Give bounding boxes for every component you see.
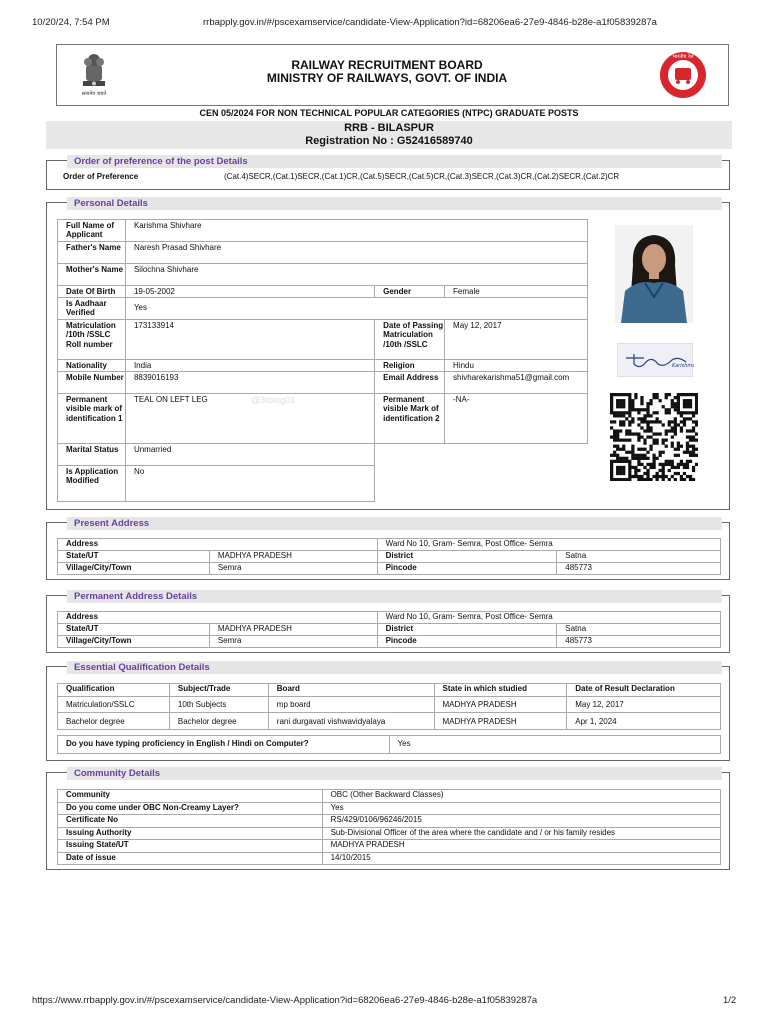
religion-value: Hindu [445,360,588,372]
signature-icon [618,344,694,378]
email-label: Email Address [375,372,445,394]
qualification-cell: MADHYA PRADESH [434,697,567,713]
qualification-header: Board [268,684,434,697]
marital-status-value: Unmarried [125,444,374,466]
qualification-header: Date of Result Declaration [567,684,721,697]
applicant-signature [617,343,693,377]
full-name-value: Karishma Shivhare [125,220,587,242]
community-label: Certificate No [58,815,323,828]
permanent-district-value: Satna [557,624,721,636]
community-label: Issuing State/UT [58,840,323,853]
mobile-value: 8839016193 [125,372,374,394]
qualification-cell: mp board [268,697,434,713]
present-village-value: Semra [209,563,377,575]
signature-text: Karishma [672,363,694,369]
marital-status-label: Marital Status [58,444,126,466]
nationality-value: India [125,360,374,372]
permanent-address-section [46,591,730,653]
permanent-village-label: Village/City/Town [58,636,210,648]
permanent-address-value: Ward No 10, Gram- Semra, Post Office- Semra [377,612,720,624]
typing-label: Do you have typing proficiency in English / Hindi on Computer? [58,736,390,754]
mother-name-label: Mother's Name [58,264,126,286]
table-row [58,852,721,865]
personal-details-section [46,198,730,510]
qualification-cell: Bachelor degree [58,713,170,730]
mark2-value: -NA- [445,394,588,444]
table-row [58,815,721,828]
qualification-title: Essential Qualification Details [67,661,722,674]
present-address-label: Address [58,539,378,551]
qualification-header-row [58,684,721,697]
indian-railways-logo-icon [658,50,708,100]
qualification-cell: 10th Subjects [169,697,268,713]
father-name-value: Naresh Prasad Shivhare [125,242,587,264]
present-district-value: Satna [557,551,721,563]
permanent-state-label: State/UT [58,624,210,636]
roll-number-label: Matriculation /10th /SSLC Roll number [58,320,126,360]
community-label: Date of issue [58,852,323,865]
dob-label: Date Of Birth [58,286,126,298]
registration-number: Registration No : G52416589740 [305,135,473,147]
mother-name-value: Silochna Shivhare [125,264,587,286]
community-value: MADHYA PRADESH [322,840,720,853]
rrb-name: RRB - BILASPUR [344,122,434,134]
board-title-line1: RAILWAY RECRUITMENT BOARD [291,58,483,72]
community-label: Community [58,790,323,803]
full-name-label: Full Name of Applicant [58,220,126,242]
nationality-label: Nationality [58,360,126,372]
community-section [46,768,730,870]
present-pincode-label: Pincode [377,563,557,575]
logo-text: भारतीय रेल [672,54,694,60]
qualification-table [57,683,721,730]
dob-value: 19-05-2002 [125,286,374,298]
qualification-cell: Apr 1, 2024 [567,713,721,730]
present-state-label: State/UT [58,551,210,563]
aadhaar-value: Yes [125,298,587,320]
table-row [58,790,721,803]
community-value: RS/429/0106/96246/2015 [322,815,720,828]
preference-label: Order of Preference [63,172,139,181]
present-address-table [57,538,721,575]
permanent-district-label: District [377,624,557,636]
table-row [58,827,721,840]
roll-number-value: 173133914 [125,320,374,360]
mark1-text: TEAL ON LEFT LEG [133,395,208,404]
community-value: OBC (Other Backward Classes) [322,790,720,803]
preference-section [46,156,730,190]
religion-label: Religion [375,360,445,372]
community-value: Yes [322,802,720,815]
board-title-line2: MINISTRY OF RAILWAYS, GOVT. OF INDIA [266,71,508,85]
qualification-section [46,662,730,761]
community-label: Do you come under OBC Non-Creamy Layer? [58,802,323,815]
qualification-cell: May 12, 2017 [567,697,721,713]
preference-value: (Cat.4)SECR,(Cat.1)SECR,(Cat.1)CR,(Cat.5)SECR,(Cat.5)CR,(Cat.3)SECR,(Cat.3)CR,(Cat.2)SECR,(Cat.2)CR [224,172,620,181]
applicant-photo [615,225,693,323]
qualification-cell: Matriculation/SSLC [58,697,170,713]
board-header [56,44,729,106]
qr-code-icon [610,393,698,481]
present-address-title: Present Address [67,517,722,530]
mark2-label: Permanent visible Mark of identification 2 [375,394,445,444]
present-district-label: District [377,551,557,563]
present-state-value: MADHYA PRADESH [209,551,377,563]
permanent-address-table [57,611,721,648]
aadhaar-label: Is Aadhaar Verified [58,298,126,320]
table-row [58,697,721,713]
application-modified-value: No [125,466,374,502]
permanent-village-value: Semra [209,636,377,648]
mark1-label: Permanent visible mark of identification 1 [58,394,126,444]
permanent-state-value: MADHYA PRADESH [209,624,377,636]
watermark-text: @3rblog01 [250,395,296,405]
personal-details-title: Personal Details [67,197,722,210]
table-row [58,840,721,853]
preference-title: Order of preference of the post Details [67,155,722,168]
mark1-value [125,394,374,444]
passing-date-label: Date of Passing Matriculation /10th /SSLC [375,320,445,360]
qualification-cell: MADHYA PRADESH [434,713,567,730]
application-modified-label: Is Application Modified [58,466,126,502]
personal-details-table [57,219,588,502]
community-table [57,789,721,865]
typing-value: Yes [389,736,720,754]
father-name-label: Father's Name [58,242,126,264]
present-address-section [46,518,730,580]
present-village-label: Village/City/Town [58,563,210,575]
table-row [58,713,721,730]
print-datetime: 10/20/24, 7:54 PM [32,17,110,28]
mobile-label: Mobile Number [58,372,126,394]
page-number: 1/2 [723,995,737,1006]
gender-label: Gender [375,286,445,298]
emblem-text: सत्यमेव जयते [81,91,107,97]
email-value: shivharekarishma51@gmail.com [445,372,588,394]
board-title [177,59,597,85]
rrb-banner [46,121,732,149]
qualification-cell: rani durgavati vishwavidyalaya [268,713,434,730]
table-row [58,802,721,815]
qualification-header: Qualification [58,684,170,697]
present-address-value: Ward No 10, Gram- Semra, Post Office- Semra [377,539,720,551]
gender-value: Female [445,286,588,298]
typing-table [57,735,721,754]
community-value: Sub-Divisional Officer of the area where the candidate and / or his family resides [322,827,720,840]
cen-notice: CEN 05/2024 FOR NON TECHNICAL POPULAR CATEGORIES (NTPC) GRADUATE POSTS [199,108,579,118]
permanent-address-label: Address [58,612,378,624]
qualification-header: Subject/Trade [169,684,268,697]
qualification-header: State in which studied [434,684,567,697]
national-emblem-icon [77,51,111,99]
qualification-cell: Bachelor degree [169,713,268,730]
passing-date-value: May 12, 2017 [445,320,588,360]
permanent-address-title: Permanent Address Details [67,590,722,603]
community-label: Issuing Authority [58,827,323,840]
community-value: 14/10/2015 [322,852,720,865]
print-header [0,17,768,29]
permanent-pincode-label: Pincode [377,636,557,648]
print-url: rrbapply.gov.in/#/pscexamservice/candidate-View-Application?id=68206ea6-27e9-4846-b28e-a1f05839287a [203,17,657,28]
footer-url: https://www.rrbapply.gov.in/#/pscexamservice/candidate-View-Application?id=68206ea6-27e9-4846-b28e-a1f05839287a [32,995,538,1006]
community-title: Community Details [67,767,722,780]
permanent-pincode-value: 485773 [557,636,721,648]
present-pincode-value: 485773 [557,563,721,575]
